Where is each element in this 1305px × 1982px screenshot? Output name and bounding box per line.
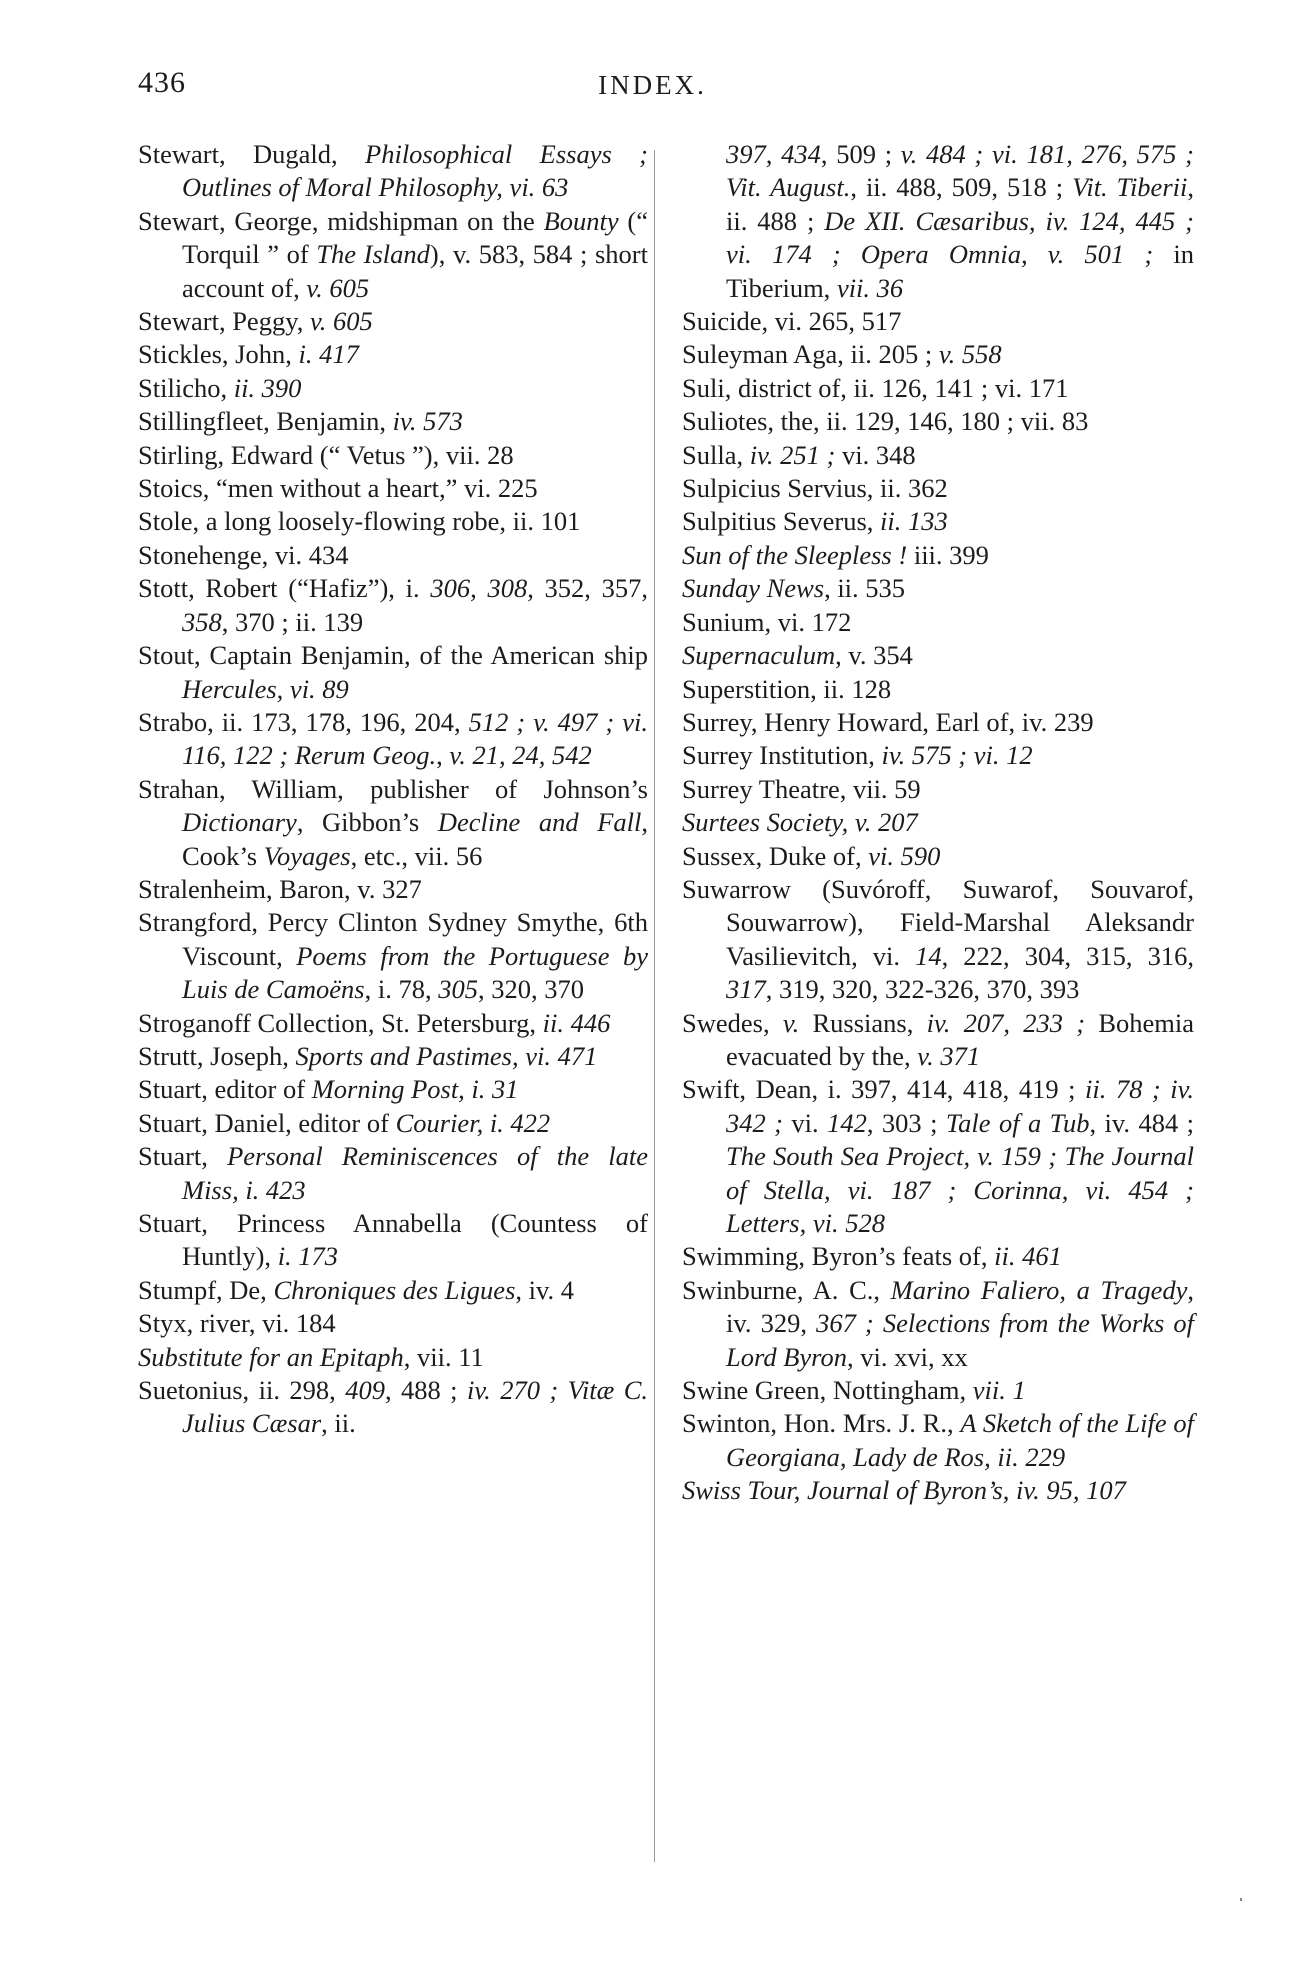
index-entry-italic: v. 605 (309, 306, 373, 337)
index-entry-italic: Sun of the Sleepless ! (682, 539, 908, 570)
index-entry (138, 1307, 648, 1340)
index-entry (682, 773, 1194, 806)
index-entry (682, 1073, 1194, 1240)
index-entry (138, 439, 648, 472)
index-entry (138, 572, 648, 639)
index-entry-text: Bohemia evacuated by the, (726, 1007, 1195, 1071)
index-entry-text: , i. 78, (364, 974, 439, 1005)
index-entry (682, 706, 1194, 739)
index-entry-text: Stuart, editor of (138, 1074, 312, 1105)
index-entry-text: , iv. 484 ; (1089, 1107, 1194, 1138)
index-entry-text: Stuart, (138, 1141, 228, 1172)
index-entry-text: Stuart, Daniel, editor of (138, 1107, 396, 1138)
index-entry (138, 205, 648, 305)
index-entry-italic: iv. 573 (392, 406, 463, 437)
index-entry-text: Surrey Institution, (682, 740, 882, 771)
index-entry-continuation (682, 138, 1194, 305)
index-entry-text: Stole, a long loosely-flowing robe, ii. 101 (138, 506, 581, 537)
index-entry-text: Suicide, vi. 265, 517 (682, 306, 902, 337)
index-entry-italic: iv. 207, 233 ; (926, 1007, 1086, 1038)
index-entry (138, 305, 648, 338)
index-entry-text: Surrey, Henry Howard, Earl of, iv. 239 (682, 706, 1094, 737)
index-entry-italic: v. 558 (938, 339, 1002, 370)
index-entry-text: Swift, Dean, i. 397, 414, 418, 419 ; (682, 1074, 1085, 1105)
index-entry-text: Swinburne, A. C., (682, 1274, 891, 1305)
index-entry-italic: De XII. Cæsaribus, iv. 124, 445 ; vi. 174 ; Opera Omnia, v. 501 ; (726, 205, 1194, 270)
index-entry-italic: ii. 446 (542, 1007, 611, 1038)
index-entry-text: , 320, 370 (477, 974, 584, 1005)
index-entry-italic: Poems from the Portuguese by Luis de Camoëns (182, 940, 648, 1005)
index-entry-text: ), v. 583, 584 ; short account of, (182, 239, 648, 303)
index-entry-text: Suwarrow (Suvóroff, Suwarof, Souvarof, Souwarrow), Field-Marshal Aleksandr Vasilievitch, vi. (682, 873, 1194, 971)
index-entry-italic: 306, 308 (430, 573, 528, 604)
index-entry-text: vi. (783, 1107, 828, 1138)
index-entry-text: , iv. 4 (515, 1274, 575, 1305)
index-entry-text: Suetonius, ii. 298, (138, 1375, 346, 1406)
index-entry-italic: 358 (182, 606, 222, 637)
index-entry-italic: vi. 590 (868, 840, 941, 871)
index-entry-italic: v. 484 ; vi. 181, 276, 575 ; Vit. August. (726, 139, 1194, 203)
index-entry-italic: ii. 390 (233, 372, 302, 403)
index-entry-text: Stonehenge, vi. 434 (138, 539, 349, 570)
index-entry-text: Stewart, Peggy, (138, 306, 310, 337)
index-entry-text: Sulpicius Servius, ii. 362 (682, 473, 948, 504)
index-entry (682, 1007, 1194, 1074)
index-entry-text: , (436, 740, 450, 771)
index-entry (682, 1474, 1194, 1507)
index-entry (682, 405, 1194, 438)
index-entry-text: Sulla, (682, 439, 750, 470)
index-entry-italic: 142 (827, 1107, 867, 1138)
index-entry-italic: 305 (438, 974, 478, 1005)
index-entry-text: , iv. 329, (726, 1274, 1194, 1339)
index-entry-text: , ii. (321, 1408, 356, 1439)
page-number: 436 (138, 66, 186, 99)
index-entry-italic: Substitute for an Epitaph (138, 1341, 404, 1372)
index-entry-italic: Surtees Society, v. 207 (682, 807, 918, 838)
index-entry-italic: Sunday News (682, 573, 825, 604)
index-entry-italic: The Island (316, 239, 430, 270)
index-entry-text: Strahan, William, publisher of Johnson’s (138, 773, 648, 804)
index-entry (138, 138, 648, 205)
index-entry-italic: Philosophical Essays ; Outlines of Moral Philosophy, vi. 63 (182, 139, 648, 203)
index-entry-text: Surrey Theatre, vii. 59 (682, 773, 921, 804)
index-entry-text: Stralenheim, Baron, v. 327 (138, 873, 422, 904)
index-entry-text: Stout, Captain Benjamin, of the American ship (138, 640, 648, 671)
index-entry-text: Stirling, Edward (“ Vetus ”), vii. 28 (138, 439, 514, 470)
index-entry-text: , 370 ; ii. 139 (221, 606, 364, 637)
index-entry-text: Stewart, Dugald, (138, 139, 366, 169)
index-entry (682, 372, 1194, 405)
index-entry (138, 505, 648, 538)
index-entry-text: , 352, 357, (527, 573, 648, 604)
index-entry (682, 639, 1194, 672)
index-entry-italic: Voyages (263, 840, 351, 871)
index-entry-text: , Gibbon’s (296, 807, 438, 838)
index-entry-text: Strabo, ii. 173, 178, 196, 204, (138, 706, 469, 737)
index-entry-text: Stott, Robert (“Hafiz”), i. (138, 573, 431, 604)
index-entry-text: , ii. 488, 509, 518 ; (850, 172, 1073, 203)
index-entry-italic: iv. 251 ; (749, 439, 836, 470)
index-entry (682, 305, 1194, 338)
index-entry-text: in Tiberium, (726, 239, 1194, 303)
index-entry-italic: v. 21, 24, 542 (449, 740, 592, 771)
index-entry (682, 840, 1194, 873)
index-entry-italic: Supernaculum (682, 640, 836, 671)
index-entry (682, 739, 1194, 772)
index-entry (138, 1107, 648, 1140)
index-entry-italic: 397, 434 (726, 139, 821, 169)
index-entry (138, 1274, 648, 1307)
index-entry (138, 906, 648, 1006)
index-entry-text: vi. 348 (835, 439, 916, 470)
index-entry-italic: The South Sea Project, v. 159 ; The Journal of Stella, vi. 187 ; Corinna, vi. 454 ; Letters, vi. 528 (726, 1141, 1194, 1238)
index-entry (682, 1407, 1194, 1474)
index-entry-text: Styx, river, vi. 184 (138, 1308, 336, 1339)
index-entry (138, 405, 648, 438)
index-entry (682, 606, 1194, 639)
index-entry (138, 472, 648, 505)
index-entry-italic: i. 417 (298, 339, 359, 370)
index-entry-italic: 409 (345, 1375, 385, 1406)
index-entry-text: iii. 399 (907, 539, 989, 570)
index-entry-text: Strangford, Percy Clinton Sydney Smythe, 6th Viscount, (138, 907, 648, 971)
index-entry (138, 773, 648, 873)
index-entry-text: , ii. 535 (824, 573, 906, 604)
index-entry-text: , etc., vii. 56 (350, 840, 483, 871)
index-entry-text: , 222, 304, 315, 316, (941, 940, 1194, 971)
index-entry-text: Stumpf, De, (138, 1274, 274, 1305)
index-entry (138, 372, 648, 405)
index-entry-text: Swinton, Hon. Mrs. J. R., (682, 1408, 961, 1439)
index-entry-text: Suliotes, the, ii. 129, 146, 180 ; vii. 83 (682, 406, 1089, 437)
index-entry-text: Stilicho, (138, 372, 234, 403)
running-head: INDEX. (598, 70, 707, 100)
index-entry-text: , 303 ; (866, 1107, 946, 1138)
index-entry-text: Sulpitius Severus, (682, 506, 881, 537)
index-entry (138, 1374, 648, 1441)
index-entry-text: (“ Torquil ” of (182, 205, 649, 270)
index-entry-italic: A Sketch of the Life of Georgiana, Lady de Ros, ii. 229 (726, 1408, 1194, 1472)
index-entry (138, 1007, 648, 1040)
index-entry-italic: Marino Faliero, a Tragedy (890, 1274, 1188, 1305)
index-entry-text: Russians, (799, 1007, 927, 1038)
index-entry-italic: ii. 133 (880, 506, 948, 537)
paper-speck (1240, 1898, 1242, 1901)
index-entry (138, 539, 648, 572)
index-entry (138, 706, 648, 773)
index-entry-italic: Dictionary (182, 807, 297, 838)
index-entry-text: , Cook’s (182, 807, 648, 871)
index-entry (682, 472, 1194, 505)
index-entry (682, 338, 1194, 371)
index-entry (682, 1274, 1194, 1374)
index-entry (138, 873, 648, 906)
index-entry-italic: Decline and Fall (437, 807, 642, 838)
index-entry-italic: Hercules, vi. 89 (182, 673, 349, 704)
index-entry-italic: iv. 270 ; Vitæ C. Julius Cæsar (182, 1375, 648, 1439)
index-entry-italic: Courier, i. 422 (395, 1107, 551, 1138)
index-entry-italic: Morning Post, i. 31 (311, 1074, 519, 1105)
index-entry-text: Stroganoff Collection, St. Petersburg, (138, 1007, 543, 1038)
index-entry-italic: ii. 461 (994, 1241, 1062, 1272)
index-entry-italic: v. 371 (917, 1040, 981, 1071)
index-entry-text: Swedes, (682, 1007, 783, 1038)
index-entry (682, 439, 1194, 472)
index-entry-text: , 319, 320, 322-326, 370, 393 (765, 974, 1080, 1005)
index-entry-text: , v. 354 (835, 640, 913, 671)
index-entry (138, 639, 648, 706)
index-entry (138, 1341, 648, 1374)
index-entry-italic: Personal Reminiscences of the late Miss, i. 423 (182, 1141, 648, 1205)
index-entry-text: Stuart, Princess Annabella (Countess of Huntly), (138, 1208, 648, 1272)
index-entry-text: Suleyman Aga, ii. 205 ; (682, 339, 939, 370)
index-entry-italic: Chroniques des Ligues (273, 1274, 516, 1305)
index-entry-text: Swine Green, Nottingham, (682, 1375, 973, 1406)
column-divider (654, 150, 655, 1862)
index-entry-italic: v. (782, 1007, 800, 1038)
index-entry-text: , 509 ; (820, 139, 901, 169)
index-entry-italic: vii. 36 (836, 272, 904, 303)
index-entry-italic: v. 605 (306, 272, 370, 303)
index-entry-italic: i. 173 (277, 1241, 339, 1272)
index-entry (138, 1207, 648, 1274)
index-entry-italic: Vit. Tiberii (1072, 172, 1188, 203)
index-entry (138, 1140, 648, 1207)
index-entry-text: Stewart, George, midshipman on the (138, 205, 544, 236)
index-entry-italic: 512 ; v. 497 ; vi. 116, 122 ; Rerum Geog. (182, 706, 648, 771)
index-entry-italic: iv. 575 ; vi. 12 (881, 740, 1033, 771)
index-entry-text: Stoics, “men without a heart,” vi. 225 (138, 473, 538, 504)
index-entry-italic: Swiss Tour, Journal of Byron’s, iv. 95, 107 (682, 1475, 1126, 1506)
index-entry-italic: Bounty (543, 205, 619, 236)
index-entry-text: Swimming, Byron’s feats of, (682, 1241, 995, 1272)
index-entry (138, 1073, 648, 1106)
index-entry-text: Sunium, vi. 172 (682, 606, 852, 637)
index-entry-text: Stillingfleet, Benjamin, (138, 406, 393, 437)
index-entry-text: Sussex, Duke of, (682, 840, 869, 871)
index-entry (682, 806, 1194, 839)
index-entry (682, 572, 1194, 605)
index-entry (682, 1374, 1194, 1407)
index-entry-text: , 488 ; (384, 1375, 467, 1406)
index-column-right (682, 138, 1194, 1508)
index-entry (138, 1040, 648, 1073)
index-entry-italic: Tale of a Tub (945, 1107, 1090, 1138)
index-entry-italic: vii. 1 (972, 1375, 1026, 1406)
index-entry-italic: 14 (915, 940, 942, 971)
index-entry-text: , vi. xvi, xx (846, 1341, 968, 1372)
index-entry (682, 505, 1194, 538)
index-entry-text: Strutt, Joseph, (138, 1040, 296, 1071)
index-column-left (138, 138, 648, 1441)
index-entry-italic: ii. 78 ; iv. 342 ; (726, 1074, 1195, 1138)
index-entry (138, 338, 648, 371)
index-entry (682, 873, 1194, 1007)
index-entry-text: Suli, district of, ii. 126, 141 ; vi. 171 (682, 372, 1069, 403)
index-entry (682, 539, 1194, 572)
index-entry (682, 673, 1194, 706)
index-entry-text: , vii. 11 (403, 1341, 484, 1372)
index-entry-italic: 367 ; Selections from the Works of Lord Byron (726, 1308, 1194, 1372)
index-entry-italic: Sports and Pastimes, vi. 471 (295, 1040, 598, 1071)
index-entry-italic: 317 (726, 974, 766, 1005)
index-entry (682, 1240, 1194, 1273)
index-entry-text: Superstition, ii. 128 (682, 673, 892, 704)
index-entry-text: , ii. 488 ; (726, 172, 1194, 236)
index-entry-text: Stickles, John, (138, 339, 299, 370)
